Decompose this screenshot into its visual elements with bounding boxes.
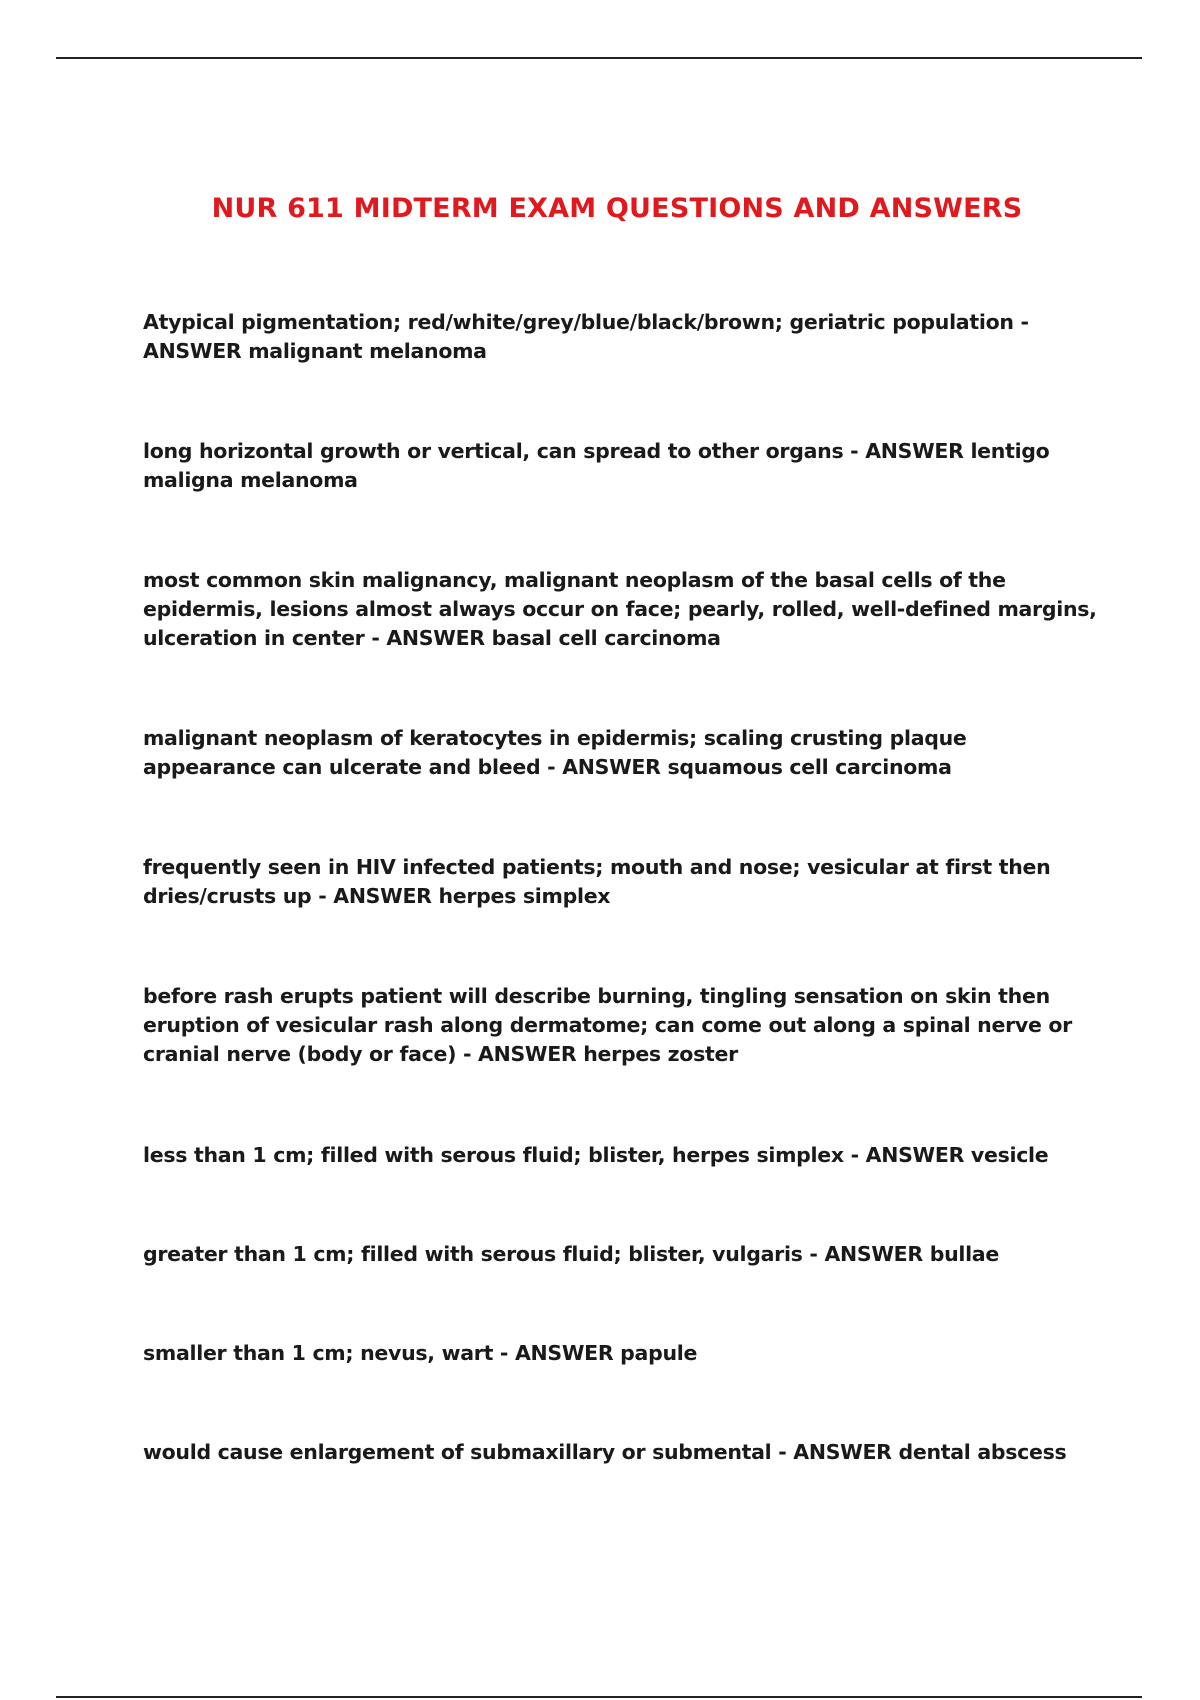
qa-item-6: before rash erupts patient will describe burning, tingling sensation on skin then eruption of vesicular rash along dermatome; can come out along a spinal nerve or cranial nerve (body or face) - ANSWER herpes zoster (143, 984, 1072, 1066)
qa-item-4: malignant neoplasm of keratocytes in epidermis; scaling crusting plaque appearance can ulcerate and bleed - ANSWER squamous cell carcinoma (143, 726, 967, 779)
qa-item-3: most common skin malignancy, malignant neoplasm of the basal cells of the epidermis, lesions almost always occur on face; pearly, rolled, well-defined margins, ulceration in center - ANSWER basal cell carcinoma (143, 568, 1097, 650)
qa-item-2: long horizontal growth or vertical, can spread to other organs - ANSWER lentigo maligna melanoma (143, 439, 1050, 492)
qa-item-9: smaller than 1 cm; nevus, wart - ANSWER papule (143, 1341, 698, 1365)
document-title: NUR 611 MIDTERM EXAM QUESTIONS AND ANSWERS (211, 193, 1023, 224)
qa-item-7: less than 1 cm; filled with serous fluid; blister, herpes simplex - ANSWER vesicle (143, 1143, 1049, 1167)
bottom-divider (56, 1696, 1142, 1698)
qa-item-1: Atypical pigmentation; red/white/grey/blue/black/brown; geriatric population - ANSWER malignant melanoma (143, 310, 1029, 363)
qa-item-10: would cause enlargement of submaxillary or submental - ANSWER dental abscess (143, 1440, 1067, 1464)
qa-item-5: frequently seen in HIV infected patients; mouth and nose; vesicular at first then dries/crusts up - ANSWER herpes simplex (143, 855, 1051, 908)
top-divider (56, 57, 1142, 59)
qa-item-8: greater than 1 cm; filled with serous fluid; blister, vulgaris - ANSWER bullae (143, 1242, 999, 1266)
